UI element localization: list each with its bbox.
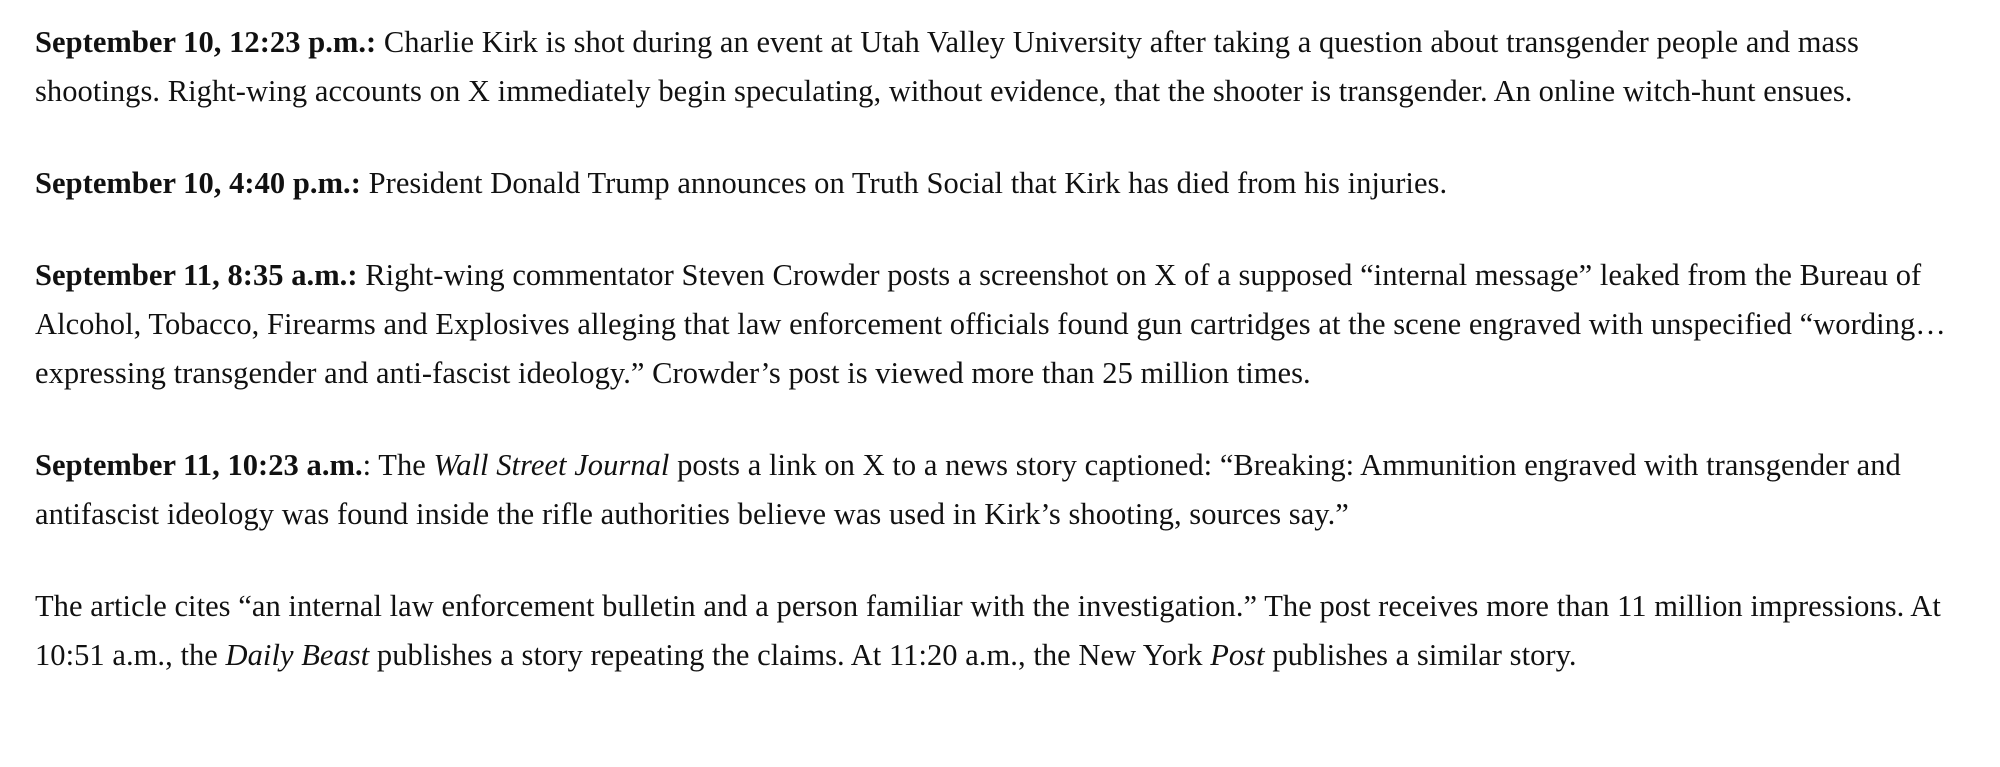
timeline-entry	[35, 251, 1980, 398]
timeline-entry	[35, 441, 1980, 539]
publication-name: Post	[1210, 638, 1265, 672]
entry-text: Charlie Kirk is shot during an event at Utah Valley University after taking a question about transgender people and mass shootings. Right-wing accounts on X immediately begin speculating, without evidence, that the shooter is transgender. An online witch-hunt ensues.	[35, 25, 1859, 108]
publication-name: Wall Street Journal	[433, 448, 670, 482]
entry-text: Right-wing commentator Steven Crowder posts a screenshot on X of a supposed “internal message” leaked from the Bureau of Alcohol, Tobacco, Firearms and Explosives alleging that law enforcement officials found gun cartridges at the scene engraved with unspecified “wording…expressing transgender and anti-fascist ideology.” Crowder’s post is viewed more than 25 million times.	[35, 258, 1946, 390]
entry-text: : The	[362, 448, 434, 482]
paragraph-text: publishes a similar story.	[1264, 638, 1577, 672]
followup-paragraph	[35, 582, 1980, 680]
timestamp: September 11, 10:23 a.m.	[35, 448, 363, 482]
timestamp: September 10, 4:40 p.m.:	[35, 166, 361, 200]
entry-text: President Donald Trump announces on Truth Social that Kirk has died from his injuries.	[360, 166, 1448, 200]
timestamp: September 10, 12:23 p.m.:	[35, 25, 377, 59]
paragraph-text: The article cites “an internal law enforcement bulletin and a person familiar with the investigation.” The post receives more than 11 million impressions. At 10:51 a.m., the	[35, 589, 1941, 672]
timestamp: September 11, 8:35 a.m.:	[35, 258, 358, 292]
timeline-entry	[35, 18, 1980, 116]
entry-text: posts a link on X to a news story captioned: “Breaking: Ammunition engraved with transgender and antifascist ideology was found inside the rifle authorities believe was used in Kirk’s shooting, sources say.”	[35, 448, 1901, 531]
article-body	[35, 18, 1980, 680]
timeline-entry	[35, 159, 1980, 208]
publication-name: Daily Beast	[225, 638, 370, 672]
paragraph-text: publishes a story repeating the claims. At 11:20 a.m., the New York	[369, 638, 1211, 672]
